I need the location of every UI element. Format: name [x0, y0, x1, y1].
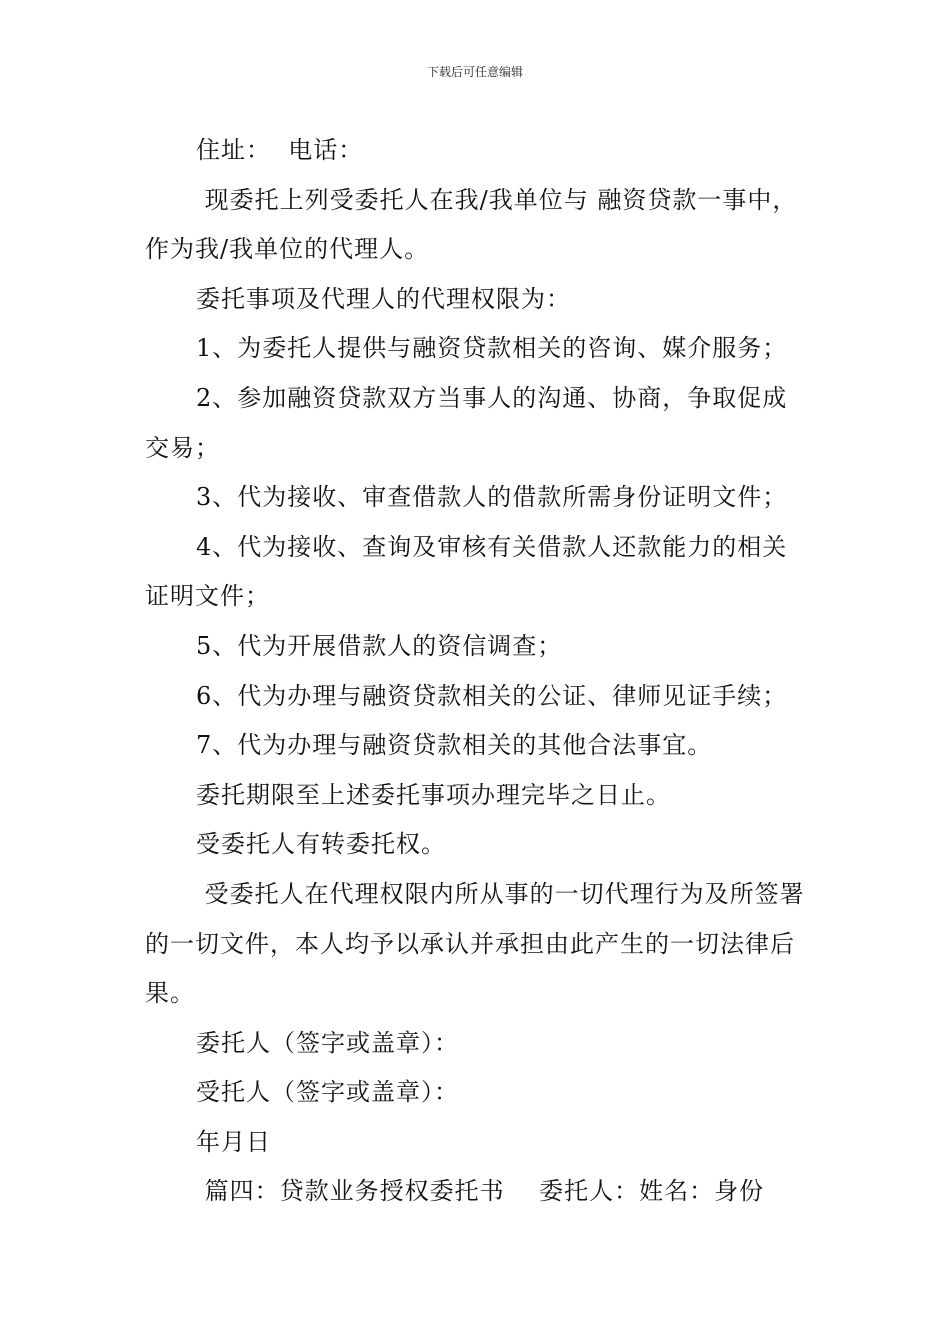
paragraph-item-4: 4、代为接收、查询及审核有关借款人还款能力的相关证明文件； — [145, 532, 788, 611]
paragraph-address-phone: 住址： 电话： — [196, 136, 364, 164]
paragraph-item-5: 5、代为开展借款人的资信调查； — [196, 631, 563, 660]
paragraph-item-7: 7、代为办理与融资贷款相关的其他合法事宜。 — [196, 731, 713, 760]
paragraph-agent-signature: 受托人（签字或盖章）： — [196, 1078, 459, 1107]
paragraph-term: 委托期限至上述委托事项办理完毕之日止。 — [196, 780, 671, 809]
paragraph-item-2: 2、参加融资贷款双方当事人的沟通、协商，争取促成交易； — [145, 383, 788, 462]
paragraph-item-1: 1、为委托人提供与融资贷款相关的咨询、媒介服务； — [196, 334, 788, 363]
paragraph-acknowledgement: 受委托人在代理权限内所从事的一切代理行为及所签署的一切文件，本人均予以承认并承担由此产生的一切法律后果。 — [145, 879, 805, 1008]
paragraph-section-four: 篇四：贷款业务授权委托书 委托人：姓名：身份 — [196, 1177, 765, 1206]
paragraph-item-3: 3、代为接收、审查借款人的借款所需身份证明文件； — [196, 483, 788, 512]
page-header-note: 下载后可任意编辑 — [426, 65, 523, 79]
paragraph-scope-heading: 委托事项及代理人的代理权限为： — [196, 284, 571, 313]
document-body — [145, 126, 810, 1217]
paragraph-principal-signature: 委托人（签字或盖章）： — [196, 1028, 459, 1057]
paragraph-item-6: 6、代为办理与融资贷款相关的公证、律师见证手续； — [196, 681, 788, 710]
paragraph-sub-delegation: 受委托人有转委托权。 — [196, 830, 446, 859]
paragraph-date: 年月日 — [196, 1127, 271, 1156]
paragraph-entrustment: 现委托上列受委托人在我/我单位与 融资贷款一事中，作为我/我单位的代理人。 — [145, 185, 798, 264]
